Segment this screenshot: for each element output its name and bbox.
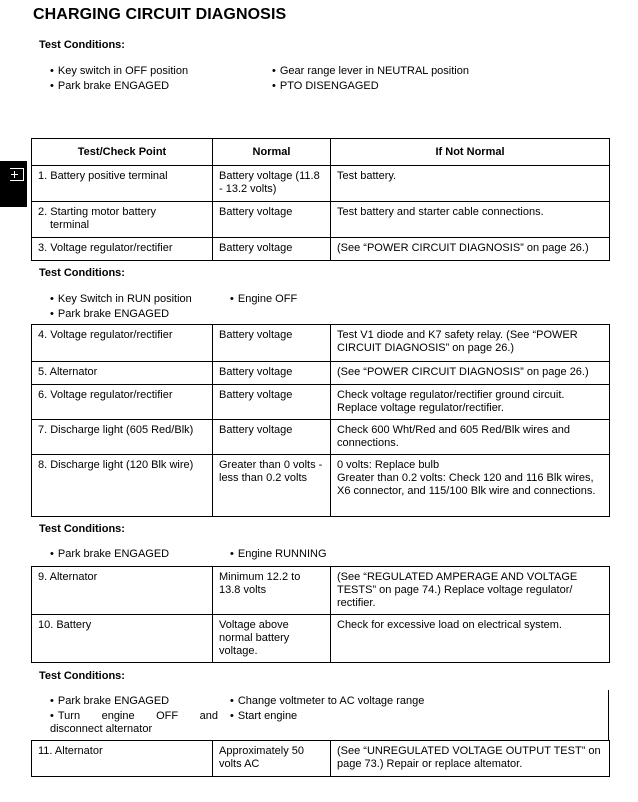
test-conditions-heading-4: Test Conditions: [39, 670, 125, 682]
condition-item: • Key switch in OFF position [50, 65, 189, 77]
normal-cell: Battery voltage [213, 202, 331, 238]
condition-item: • Park brake ENGAGED [50, 548, 170, 560]
test-point-cell: 9. Alternator [32, 567, 213, 615]
section-tab-marker [0, 161, 27, 207]
result-line: Greater than 0.2 volts: Check 120 and 116 Blk wires, X6 connector, and 115/100 Blk wire and connections. [337, 472, 596, 497]
diagnosis-table-2 [31, 324, 610, 517]
normal-cell: Battery voltage [213, 238, 331, 261]
test-point-cell: 7. Discharge light (605 Red/Blk) [32, 420, 213, 455]
column-header-test-point: Test/Check Point [32, 139, 213, 166]
test-point-cell: 10. Battery [32, 615, 213, 663]
condition-item: • Engine OFF [230, 293, 298, 305]
test-point-line: 2. Starting motor battery [38, 206, 156, 218]
table-border-line [608, 690, 609, 740]
condition-item: • Engine RUNNING [230, 548, 327, 560]
test-point-cell: 11. Alternator [32, 741, 213, 777]
test-point-cell: 8. Discharge light (120 Blk wire) [32, 455, 213, 517]
table-row [32, 325, 610, 362]
normal-cell: Battery voltage [213, 325, 331, 362]
table-row [32, 567, 610, 615]
if-not-normal-cell [331, 455, 610, 517]
test-point-cell [32, 202, 213, 238]
condition-item: • Park brake ENGAGED [50, 695, 170, 707]
table-row [32, 420, 610, 455]
condition-item: • Turn engine OFF and disconnect alternator [50, 710, 218, 735]
if-not-normal-cell: Check 600 Wht/Red and 605 Red/Blk wires and connections. [331, 420, 610, 455]
if-not-normal-cell: Test battery. [331, 166, 610, 202]
if-not-normal-cell: Check for excessive load on electrical system. [331, 615, 610, 663]
condition-item: • Change voltmeter to AC voltage range [230, 695, 425, 707]
result-line: 0 volts: Replace bulb [337, 459, 440, 471]
if-not-normal-cell: (See “POWER CIRCUIT DIAGNOSIS” on page 26.) [331, 238, 610, 261]
if-not-normal-cell: (See “UNREGULATED VOLTAGE OUTPUT TEST” on page 73.) Repair or replace altemator. [331, 741, 610, 777]
condition-item: • Gear range lever in NEUTRAL position [272, 65, 469, 77]
test-conditions-heading-1: Test Conditions: [39, 39, 125, 51]
normal-cell: Greater than 0 volts - less than 0.2 volts [213, 455, 331, 517]
condition-item: • Park brake ENGAGED [50, 308, 170, 320]
diagnosis-table-1 [31, 138, 610, 261]
if-not-normal-cell: Test battery and starter cable connections. [331, 202, 610, 238]
diagnosis-table-4 [31, 740, 610, 777]
test-point-cell: 3. Voltage regulator/rectifier [32, 238, 213, 261]
section-tab-icon [10, 168, 24, 181]
page-title: CHARGING CIRCUIT DIAGNOSIS [33, 6, 287, 23]
if-not-normal-cell: (See “REGULATED AMPERAGE AND VOLTAGE TESTS” on page 74.) Replace voltage regulator/ rectifier. [331, 567, 610, 615]
table-row [32, 741, 610, 777]
table-header-row [32, 139, 610, 166]
test-point-cell: 4. Voltage regulator/rectifier [32, 325, 213, 362]
test-conditions-heading-3: Test Conditions: [39, 523, 125, 535]
normal-cell: Battery voltage [213, 385, 331, 420]
test-point-line: terminal [50, 219, 90, 231]
if-not-normal-cell: Check voltage regulator/rectifier ground circuit. Replace voltage regulator/rectifier. [331, 385, 610, 420]
column-header-if-not-normal: If Not Normal [331, 139, 610, 166]
table-row [32, 615, 610, 663]
test-point-cell: 5. Alternator [32, 362, 213, 385]
table-row [32, 455, 610, 517]
table-row [32, 362, 610, 385]
table-row [32, 202, 610, 238]
normal-cell: Minimum 12.2 to 13.8 volts [213, 567, 331, 615]
if-not-normal-cell: (See “POWER CIRCUIT DIAGNOSIS” on page 26.) [331, 362, 610, 385]
condition-item: • Key Switch in RUN position [50, 293, 192, 305]
if-not-normal-cell: Test V1 diode and K7 safety relay. (See “POWER CIRCUIT DIAGNOSIS” on page 26.) [331, 325, 610, 362]
condition-item: • Start engine [230, 710, 298, 722]
test-conditions-heading-2: Test Conditions: [39, 267, 125, 279]
column-header-normal: Normal [213, 139, 331, 166]
normal-cell: Voltage above normal battery voltage. [213, 615, 331, 663]
condition-item: • PTO DISENGAGED [272, 80, 379, 92]
test-point-cell: 6. Voltage regulator/rectifier [32, 385, 213, 420]
diagnosis-table-3 [31, 566, 610, 663]
normal-cell: Battery voltage [213, 362, 331, 385]
normal-cell: Approximately 50 volts AC [213, 741, 331, 777]
table-row [32, 238, 610, 261]
normal-cell: Battery voltage [213, 420, 331, 455]
condition-item: • Park brake ENGAGED [50, 80, 170, 92]
normal-cell: Battery voltage (11.8 - 13.2 volts) [213, 166, 331, 202]
table-row [32, 385, 610, 420]
table-row [32, 166, 610, 202]
test-point-cell: 1. Battery positive terminal [32, 166, 213, 202]
